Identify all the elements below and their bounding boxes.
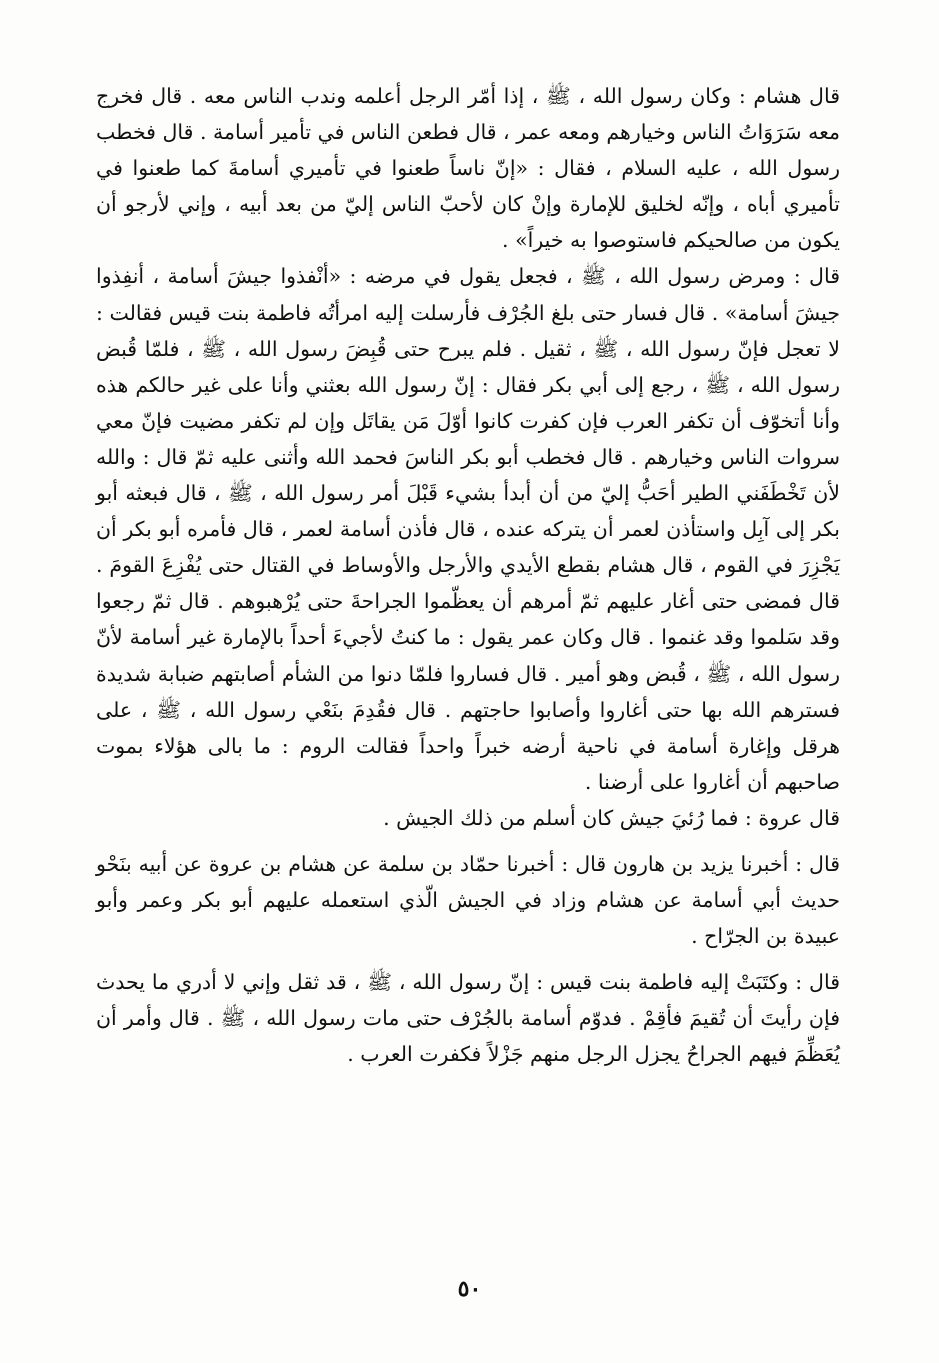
- page-number: ٥٠: [457, 1276, 482, 1302]
- paragraph-1: قال هشام : وكان رسول الله ، ﷺ ، إذا أمّر الرجل أعلمه وندب الناس معه . قال فخرج معه سَرَوَاتُ الناس وخيارهم ومعه عمر ، قال فطعن الناس في تأمير أسامة . قال فخطب رسول الله ، عليه السلام ، فقال : «إنّ ناساً طعنوا في تأميري أسامةَ كما طعنوا في تأميري أباه ، وإنّه لخليق للإمارة وإنْ كان لأحبّ الناس إليّ من بعد أبيه ، وإني لأرجو أن يكون من صالحيكم فاستوصوا به خيراً» .: [96, 84, 840, 253]
- paragraph-3: قال عروة : فما رُئيَ جيش كان أسلم من ذلك الجيش .: [383, 805, 840, 830]
- text-body: [96, 78, 840, 1073]
- paragraph-2: قال : ومرض رسول الله ، ﷺ ، فجعل يقول في مرضه : «أنْفذوا جيشَ أسامة ، أنفِذوا جيشَ أسامة» . قال فسار حتى بلغ الجُرْف فأرسلت إليه امرأتُه فاطمة بنت قيس فقالت : لا تعجل فإنّ رسول الله ، ﷺ ، ثقيل . فلم يبرح حتى قُبِضَ رسول الله ، ﷺ ، فلمّا قُبض رسول الله ، ﷺ ، رجع إلى أبي بكر فقال : إنّ رسول الله بعثني وأنا على غير حالكم هذه وأنا أتخوّف أن تكفر العرب فإن كفرت كانوا أوّلَ مَن يقاتَل وإن لم تكفر مضيت فإنّ معي سروات الناس وخيارهم . قال فخطب أبو بكر الناسَ فحمد الله وأثنى عليه ثمّ قال : والله لأن تَخْطَفَني الطير أحَبُّ إليّ من أن أبدأ بشيء قَبْلَ أمر رسول الله ، ﷺ ، قال فبعثه أبو بكر إلى آبِل واستأذن لعمر أن يتركه عنده ، قال فأذن أسامة لعمر ، قال فأمره أبو بكر أن يَجْزِرَ في القوم ، قال هشام بقطع الأيدي والأرجل والأوساط في القتال حتى يُفْزِعَ القومَ . قال فمضى حتى أغار عليهم ثمّ أمرهم أن يعظّموا الجراحةَ حتى يُرْهبوهم . قال ثمّ رجعوا وقد سَلموا وقد غنموا . قال وكان عمر يقول : ما كنتُ لأجيءَ أحداً بالإمارة غير أسامة لأنّ رسول الله ، ﷺ ، قُبض وهو أمير . قال فساروا فلمّا دنوا من الشأم أصابتهم ضبابة شديدة فسترهم الله بها حتى أغاروا وأصابوا حاجتهم . قال فقُدِمَ بنَعْي رسول الله ، ﷺ ، على هرقل وإغارة أسامة في ناحية أرضه خبراً واحداً فقالت الروم : ما بالى هؤلاء بموت صاحبهم أن أغاروا على أرضنا .: [96, 264, 840, 794]
- paragraph-4: قال : أخبرنا يزيد بن هارون قال : أخبرنا حمّاد بن سلمة عن هشام بن عروة عن أبيه بنَحْو حديث أبي أسامة عن هشام وزاد في الجيش الّذي استعمله عليهم أبو بكر وعمر وأبو عبيدة بن الجرّاح .: [96, 851, 840, 949]
- paragraph-5: قال : وكتَبَتْ إليه فاطمة بنت قيس : إنّ رسول الله ، ﷺ ، قد ثقل وإني لا أدري ما يحدث فإن رأيتَ أن تُقيمَ فأقِمْ . فدوّم أسامة بالجُرْف حتى مات رسول الله ، ﷺ . قال وأمر أن يُعَظِّمَ فيهم الجراحُ يجزل الرجل منهم جَزْلاً فكفرت العرب .: [96, 970, 840, 1067]
